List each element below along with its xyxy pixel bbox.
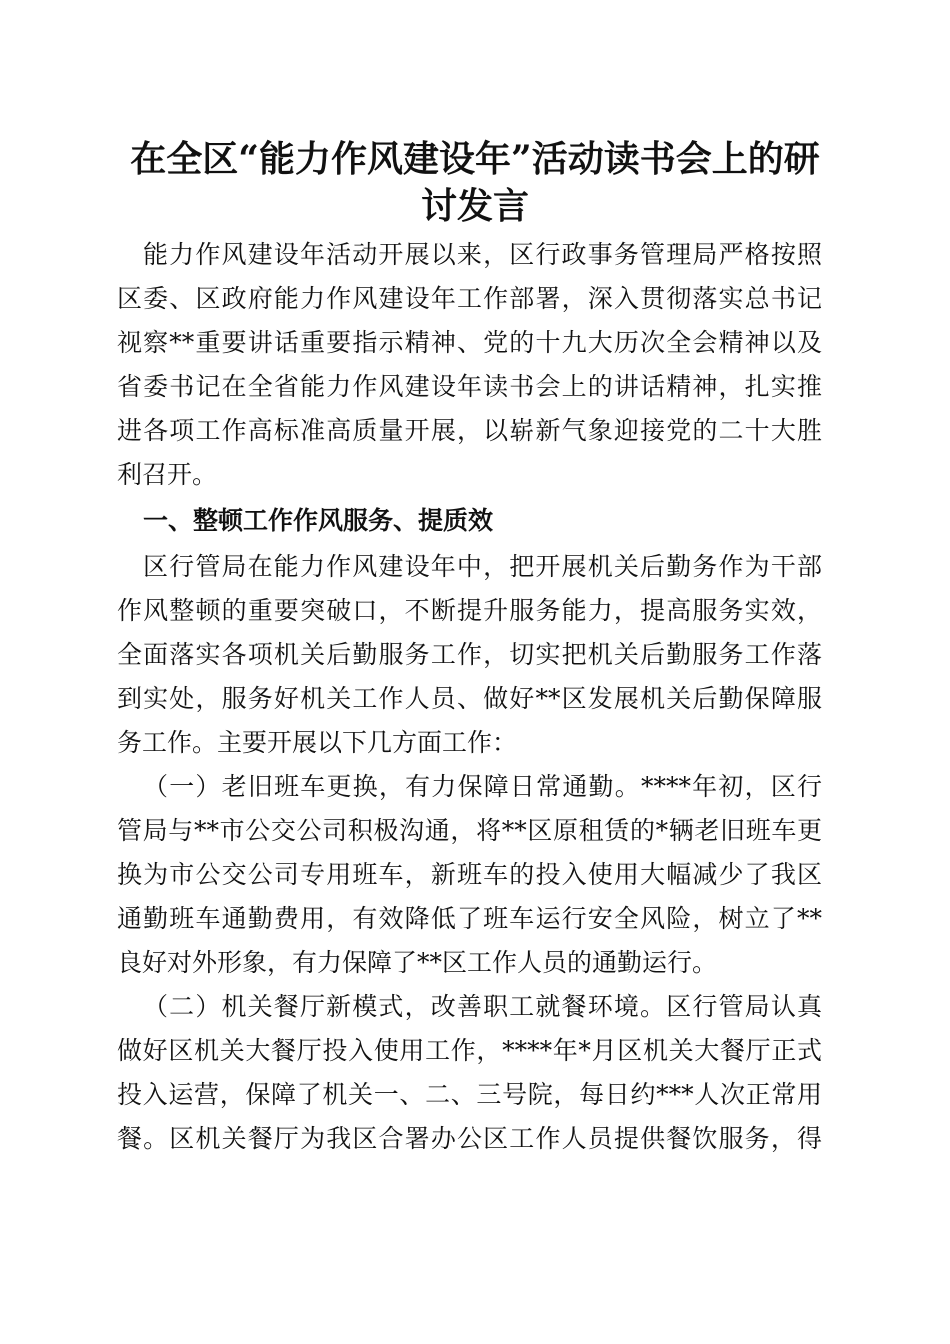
paragraph-line: （一）老旧班车更换，有力保障日常通勤。****年初，区行 <box>143 772 822 801</box>
paragraph-line: 通勤班车通勤费用，有效降低了班车运行安全风险，树立了** <box>117 904 822 933</box>
title-line: 在全区“能力作风建设年”活动读书会上的研 <box>130 138 820 180</box>
paragraph-line: 利召开。 <box>117 460 218 489</box>
paragraph-line: 视察**重要讲话重要指示精神、党的十九大历次全会精神以及 <box>117 328 822 357</box>
paragraph <box>117 985 822 1161</box>
paragraph-line: 省委书记在全省能力作风建设年读书会上的讲话精神，扎实推 <box>117 372 822 401</box>
paragraph-line: 全面落实各项机关后勤服务工作，切实把机关后勤服务工作落 <box>117 640 822 669</box>
paragraph <box>117 765 822 985</box>
paragraph-line: 作风整顿的重要突破口，不断提升服务能力，提高服务实效， <box>117 596 822 625</box>
paragraph-line: 能力作风建设年活动开展以来，区行政事务管理局严格按照 <box>143 240 822 269</box>
paragraph-line: 换为市公交公司专用班车，新班车的投入使用大幅减少了我区 <box>117 860 822 889</box>
paragraph-line: 做好区机关大餐厅投入使用工作，****年*月区机关大餐厅正式 <box>117 1036 822 1065</box>
paragraph <box>117 233 822 497</box>
paragraph-line: 良好对外形象，有力保障了**区工作人员的通勤运行。 <box>117 948 718 977</box>
paragraph-line: 进各项工作高标准高质量开展，以崭新气象迎接党的二十大胜 <box>117 416 822 445</box>
title-line: 讨发言 <box>420 185 529 227</box>
document-title <box>115 136 835 230</box>
paragraph-line: 到实处，服务好机关工作人员、做好**区发展机关后勤保障服 <box>117 684 822 713</box>
paragraph-line: （二）机关餐厅新模式，改善职工就餐环境。区行管局认真 <box>143 992 822 1021</box>
paragraph-line: 餐。区机关餐厅为我区合署办公区工作人员提供餐饮服务，得 <box>117 1124 822 1153</box>
paragraph-line: 管局与**市公交公司积极沟通，将**区原租赁的*辆老旧班车更 <box>117 816 822 845</box>
section-heading: 一、整顿工作作风服务、提质效 <box>143 506 494 535</box>
document-body <box>117 233 822 1161</box>
paragraph <box>117 545 822 765</box>
paragraph-line: 投入运营，保障了机关一、二、三号院，每日约***人次正常用 <box>117 1080 822 1109</box>
paragraph-line: 务工作。主要开展以下几方面工作： <box>117 728 518 757</box>
paragraph-line: 区行管局在能力作风建设年中，把开展机关后勤务作为干部 <box>143 552 822 581</box>
paragraph-line: 区委、区政府能力作风建设年工作部署，深入贯彻落实总书记 <box>117 284 822 313</box>
